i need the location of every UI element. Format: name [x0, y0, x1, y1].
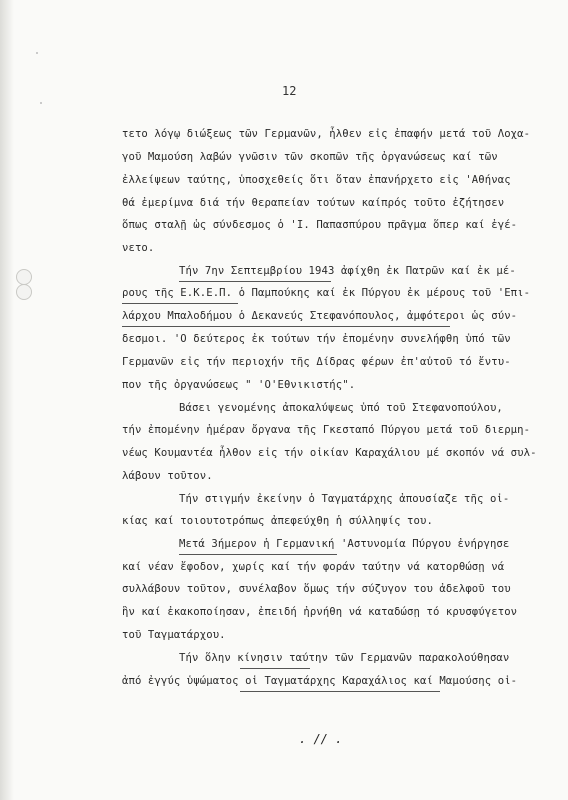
- page-number: 12: [282, 84, 297, 98]
- text-line: ἀπό ἐγγύς ὑψώματος οἱ Ταγματάρχης Καραχάλιος καί Μαμούσης οἱ-: [122, 675, 518, 687]
- text-line: Τήν ὅλην κίνησιν ταύτην τῶν Γερμανῶν παρακολούθησαν: [179, 652, 510, 664]
- handwritten-underline: [179, 281, 331, 282]
- text-line: Τήν στιγμήν ἐκείνην ὁ Ταγματάρχης ἀπουσίαζε τῆς οἰ-: [179, 493, 510, 505]
- text-line: πον τῆς ὀργανώσεως " 'Ο'Εθνικιστής".: [122, 379, 356, 391]
- text-line: Τήν 7ην Σεπτεμβρίου 1943 ἀφίχθη ἐκ Πατρῶν καί ἐκ μέ-: [179, 265, 516, 277]
- text-line: τήν ἐπομένην ἡμέραν ὄργανα τῆς Γκεσταπό Πύργου μετά τοῦ διερμη-: [122, 424, 531, 436]
- handwritten-underline: [179, 554, 337, 555]
- handwritten-underline: [122, 326, 450, 327]
- text-line: θά ἐμερίμνα διά τήν θεραπείαν τούτων καίπρός τοῦτο ἐζήτησεν: [122, 197, 505, 209]
- text-line: γοῦ Μαμούση λαβών γνῶσιν τῶν σκοπῶν τῆς ὀργανώσεως καί τῶν: [122, 151, 498, 163]
- text-line: Βάσει γενομένης ἀποκαλύψεως ὑπό τοῦ Στεφανοπούλου,: [179, 402, 503, 414]
- text-line: νέως Κουμαντέα ἦλθον εἰς τήν οἰκίαν Καραχάλιου μέ σκοπόν νά συλ-: [122, 447, 537, 459]
- text-line: ρους τῆς Ε.Κ.Ε.Π. ὁ Παμπούκης καί ἐκ Πύργου ἐκ μέρους τοῦ 'Επι-: [122, 287, 531, 299]
- footer-continuation-mark: . // .: [299, 732, 343, 746]
- text-line: συλλάβουν τοῦτον, συνέλαβον ὅμως τήν σύζυγον του ἀδελφοῦ του: [122, 583, 511, 595]
- text-line: λάρχου Μπαλοδήμου ὁ Δεκανεύς Στεφανόπουλος, ἀμφότεροι ὡς σύν-: [122, 310, 518, 322]
- text-line: ἐλλείψεων ταύτης, ὑποσχεθείς ὅτι ὅταν ἐπανήρχετο εἰς 'Αθήνας: [122, 174, 511, 186]
- text-line: λάβουν τοῦτον.: [122, 470, 213, 482]
- text-line: νετο.: [122, 242, 155, 254]
- text-line: τετο λόγῳ διώξεως τῶν Γερμανῶν, ἦλθεν εἰς ἐπαφήν μετά τοῦ Λοχα-: [122, 128, 531, 140]
- text-line: κίας καί τοιουτοτρόπως ἀπεφεύχθη ἡ σύλληψίς του.: [122, 515, 433, 527]
- text-line: ὅπως σταλῇ ὡς σύνδεσμος ὁ 'Ι. Παπασπύρου πρᾶγμα ὅπερ καί ἐγέ-: [122, 219, 518, 231]
- text-line: καί νέαν ἔφοδον, χωρίς καί τήν φοράν ταύτην νά κατορθώσῃ νά: [122, 561, 505, 573]
- text-line: Μετά 3ήμερον ἡ Γερμανική 'Αστυνομία Πύργου ἐνήργησε: [179, 538, 510, 550]
- handwritten-underline: [240, 668, 310, 669]
- text-line: δεσμοι. 'Ο δεύτερος ἐκ τούτων τήν ἐπομένην συνελήφθη ὑπό τῶν: [122, 333, 511, 345]
- text-line: τοῦ Ταγματάρχου.: [122, 629, 226, 641]
- text-line: Γερμανῶν εἰς τήν περιοχήν τῆς Δίδρας φέρων ἐπ'αὐτοῦ τό ἔντυ-: [122, 356, 511, 368]
- handwritten-underline: [122, 303, 238, 304]
- text-line: ἣν καί ἐκακοποίησαν, ἐπειδή ἠρνήθη νά καταδώσῃ τό κρυσφύγετον: [122, 606, 518, 618]
- handwritten-underline: [240, 691, 440, 692]
